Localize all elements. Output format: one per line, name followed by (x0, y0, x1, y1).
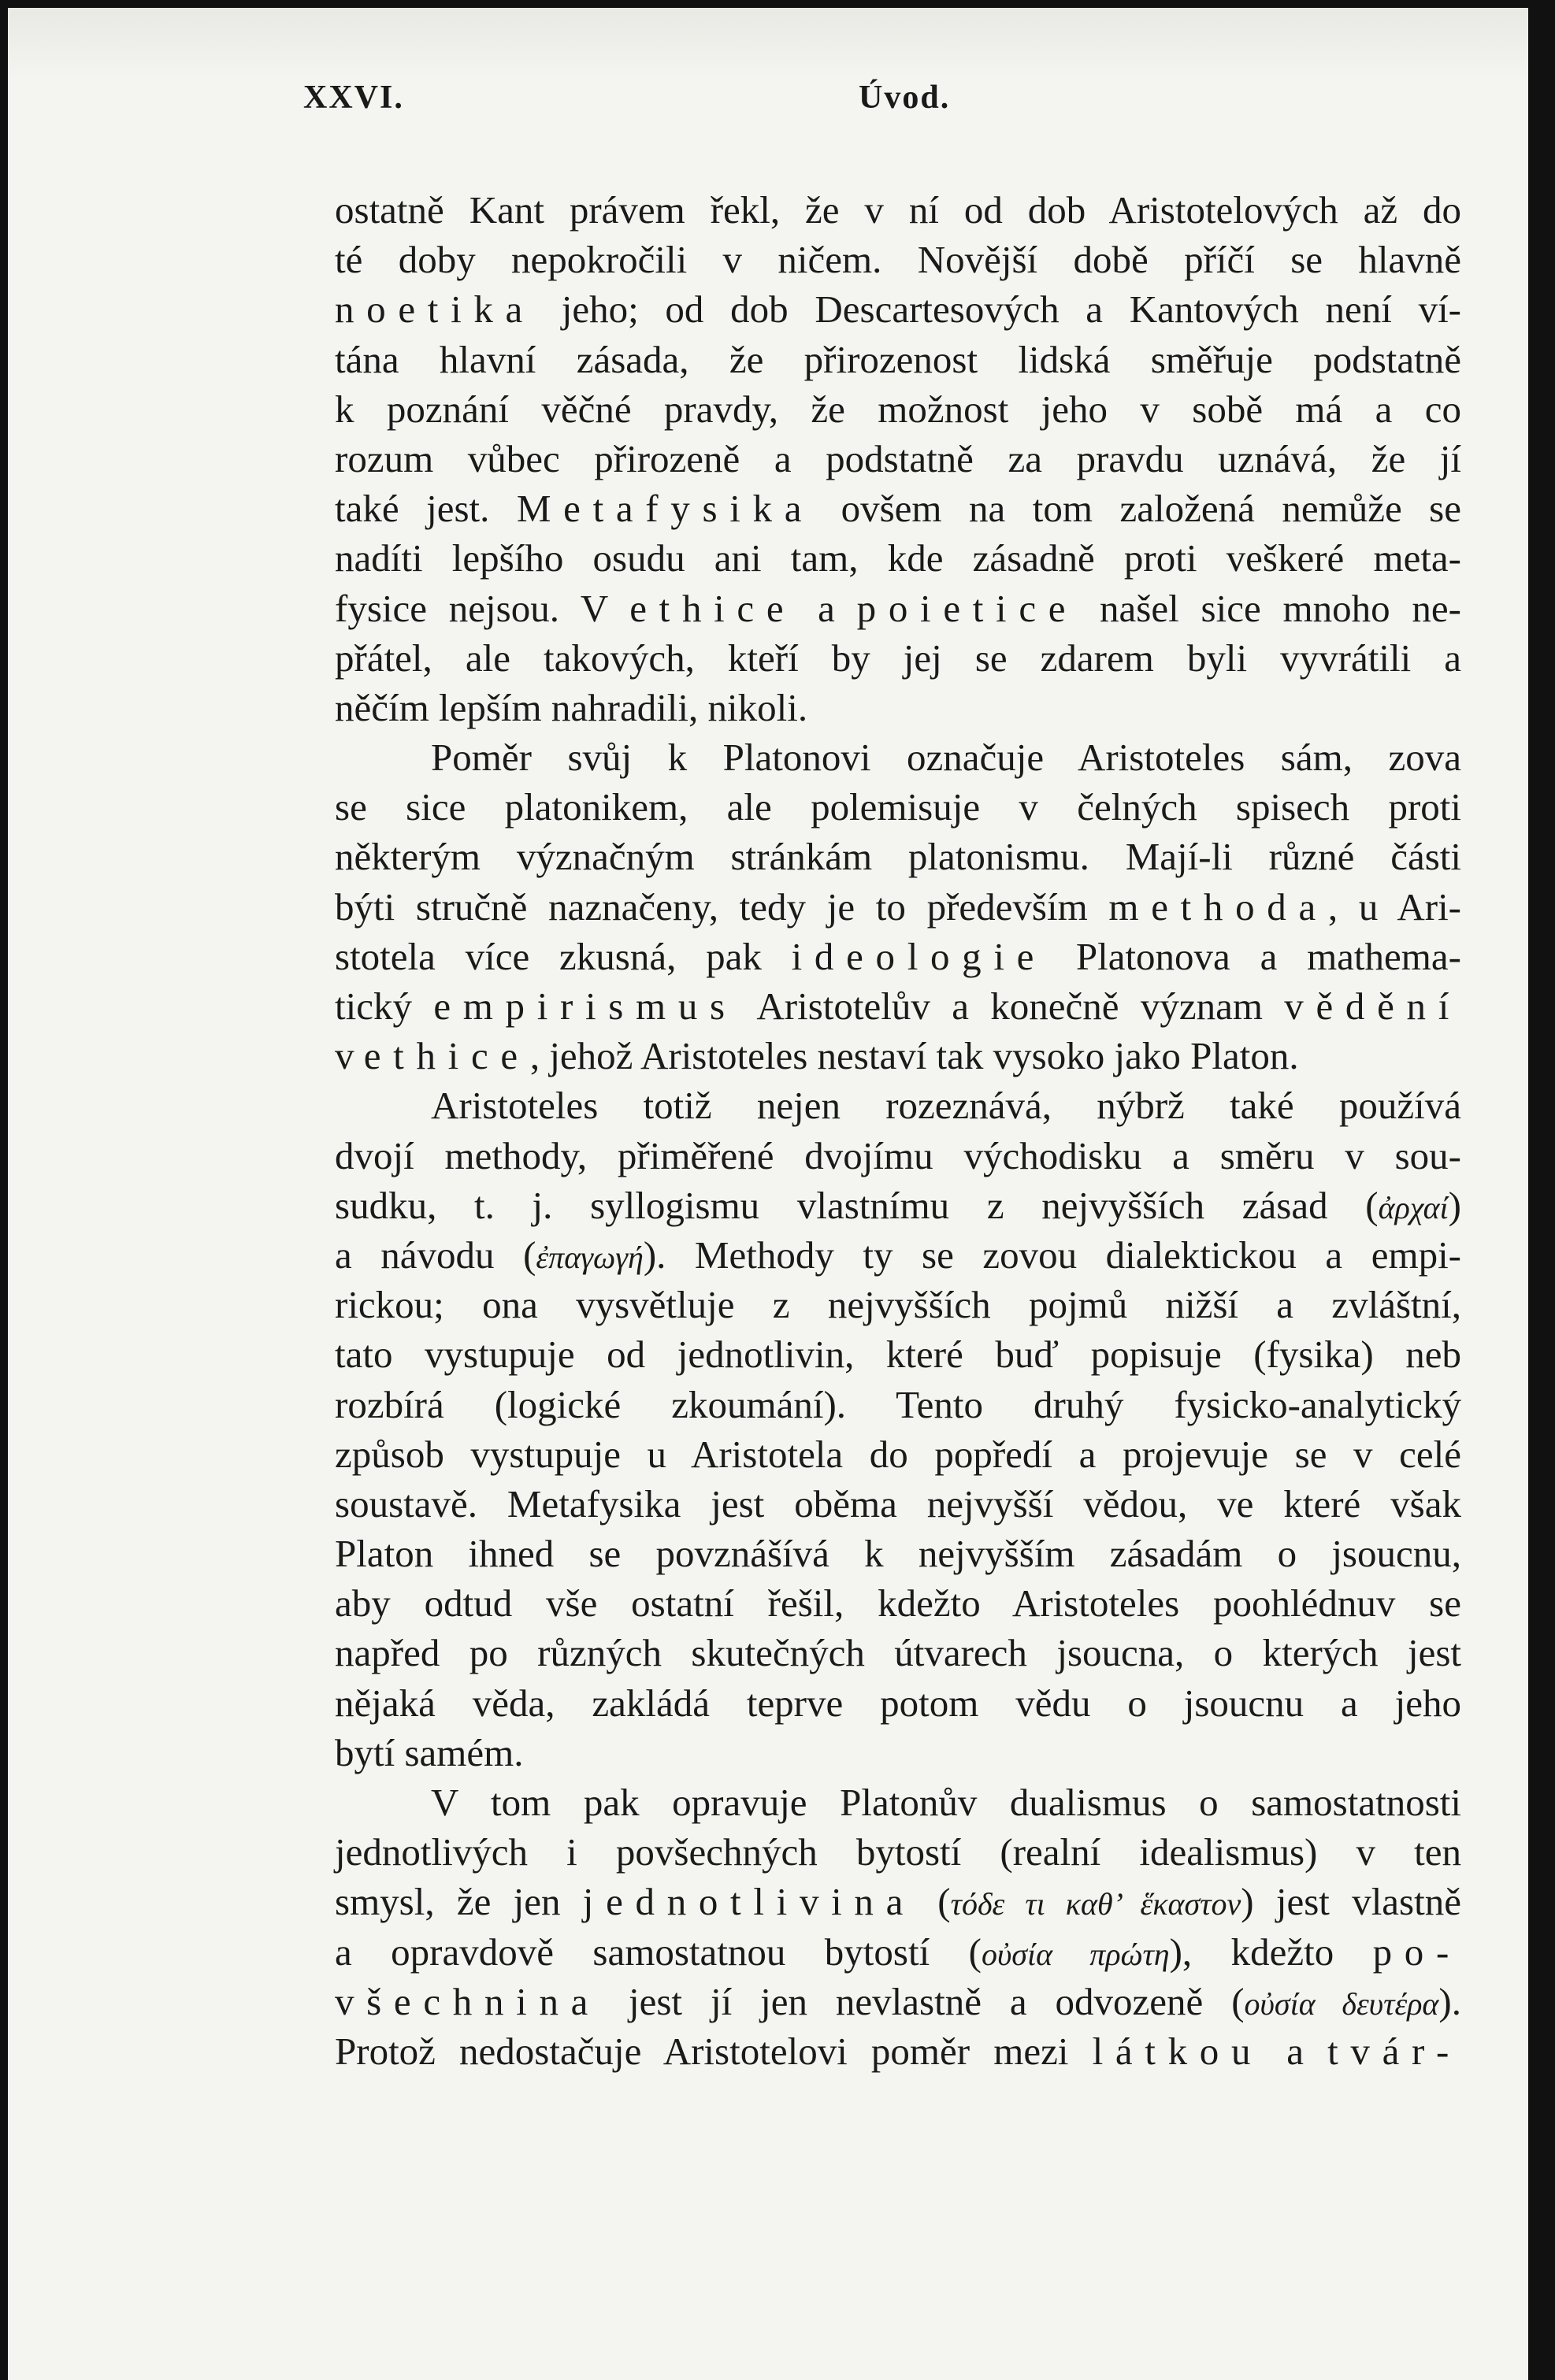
text-line (335, 1479, 1461, 1529)
emphasized-term: vědění (1284, 984, 1461, 1028)
text-run: také jest. (335, 487, 517, 531)
page-number: XXVI. (303, 80, 404, 116)
text-run: k poznání věčné pravdy, že možnost jeho v sobě má a co (335, 387, 1461, 431)
text-line (335, 1628, 1461, 1677)
emphasized-term: empirismus (433, 984, 737, 1028)
text-run: tána hlavní zásada, že přirozenost lidská směřuje podstatně (335, 337, 1461, 381)
text-line (335, 2026, 1461, 2076)
text-run: jeho; od dob Descartesových a Kantových není ví- (535, 287, 1461, 332)
greek-term: τόδε τι καθ’ ἕκαστον (950, 1886, 1241, 1922)
text-line (335, 1977, 1461, 2026)
text-line (335, 1031, 1461, 1081)
text-run: nadíti lepšího osudu ani tam, kde zásadně proti veškeré meta- (335, 536, 1461, 580)
text-run: ostatně Kant právem řekl, že v ní od dob Aristotelových až do (335, 188, 1461, 232)
text-line (335, 1280, 1461, 1329)
text-line (335, 335, 1461, 384)
text-run: soustavě. Metafysika jest oběma nejvyšší vědou, ve které však (335, 1481, 1461, 1525)
emphasized-term: látkou (1092, 2029, 1264, 2073)
text-line (335, 1329, 1461, 1379)
text-line (335, 384, 1461, 434)
text-line (335, 1827, 1461, 1877)
text-line (335, 1678, 1461, 1728)
text-line (335, 1529, 1461, 1578)
text-line (335, 832, 1461, 881)
text-run: Platonova a mathema- (1046, 934, 1461, 978)
emphasized-term: po- (1372, 1930, 1461, 1974)
text-run: rozum vůbec přirozeně a podstatně za pravdu uznává, že jí (335, 436, 1461, 480)
text-run: způsob vystupuje u Aristotela do popředí a projevuje se v celé (335, 1432, 1461, 1476)
text-run: tato vystupuje od jednotlivin, které buď popisuje (fysika) neb (335, 1333, 1461, 1377)
greek-term: ἀρχαί (1378, 1189, 1449, 1225)
text-line (335, 1081, 1461, 1130)
text-line (335, 932, 1461, 981)
emphasized-term: noetika (335, 287, 535, 332)
text-run: Poměr svůj k Platonovi označuje Aristoteles sám, zova (431, 736, 1461, 780)
text-line (335, 484, 1461, 533)
greek-term: οὐσία δευτέρα (1244, 1985, 1439, 2022)
text-run: dvojí methody, přiměřené dvojímu východisku a směru v sou- (335, 1133, 1461, 1177)
text-run: tický (335, 984, 434, 1028)
text-line (335, 533, 1461, 583)
text-run: a (796, 586, 857, 630)
text-run: býti stručně naznačeny, tedy je to především (335, 884, 1109, 929)
text-line (335, 1181, 1461, 1230)
emphasized-term: tvár- (1327, 2029, 1462, 2073)
text-run: rickou; ona vysvětluje z nejvyšších pojmů nižší a zvláštní, (335, 1283, 1461, 1327)
text-line (335, 434, 1461, 484)
text-run: některým význačným stránkám platonismu. Mají-li různé části (335, 835, 1461, 879)
text-run: ) jest vlastně (1241, 1880, 1461, 1924)
emphasized-term: jednotlivina (582, 1880, 916, 1924)
text-line (335, 235, 1461, 284)
emphasized-term: poietice (856, 586, 1078, 630)
text-run: a opravdově samostatnou bytostí ( (335, 1930, 982, 1974)
text-run: Platon ihned se povznášívá k nejvyšším zásadám o jsoucnu, (335, 1532, 1461, 1576)
text-run: Aristoteles totiž nejen rozeznává, nýbrž také používá (431, 1084, 1461, 1128)
text-run: , jehož Aristoteles nestaví tak vysoko jako Platon. (529, 1034, 1299, 1078)
emphasized-term: ideologie (791, 934, 1047, 978)
greek-term: ἐπαγωγή (536, 1239, 644, 1275)
text-run: stotela více zkusná, pak (335, 934, 792, 978)
text-run: a (1263, 2029, 1328, 2073)
text-run: rozbírá (logické zkoumání). Tento druhý fysicko-analytický (335, 1382, 1461, 1426)
emphasized-term: všechnina (335, 1979, 601, 2023)
text-run: , u Ari- (1327, 884, 1461, 929)
text-run: přátel, ale takových, kteří by jej se zdarem byli vyvrátili a (335, 636, 1461, 680)
text-run: jest jí jen nevlastně a odvozeně ( (600, 1979, 1245, 2023)
text-run: smysl, že jen (335, 1880, 583, 1924)
text-line (335, 1877, 1461, 1926)
text-run: aby odtud vše ostatní řešil, kdežto Aristoteles poohlédnuv se (335, 1581, 1461, 1626)
body-text (335, 185, 1461, 2076)
text-line (335, 782, 1461, 832)
text-run: bytí samém. (335, 1730, 524, 1774)
running-header (303, 79, 1468, 126)
text-run: se sice platonikem, ale polemisuje v čelných spisech proti (335, 785, 1461, 829)
greek-term: οὐσία πρώτη (981, 1936, 1170, 1972)
text-run: něčím lepším nahradili, nikoli. (335, 685, 808, 729)
text-line (335, 284, 1461, 334)
text-line (335, 1728, 1461, 1778)
text-run: a návodu ( (335, 1233, 536, 1277)
text-run: napřed po různých skutečných útvarech jsoucna, o kterých jest (335, 1631, 1461, 1675)
text-run: té doby nepokročili v ničem. Novější době příčí se hlavně (335, 238, 1461, 282)
text-line (335, 882, 1461, 932)
text-line (335, 1429, 1461, 1479)
text-line (335, 1380, 1461, 1429)
text-run: ovšem na tom založená nemůže se (814, 487, 1461, 531)
text-line (335, 584, 1461, 633)
text-line (335, 732, 1461, 782)
text-line (335, 1927, 1461, 1977)
emphasized-term: ethice (629, 586, 796, 630)
text-run: jednotlivých i povšechných bytostí (realní idealismus) v ten (335, 1830, 1461, 1874)
text-run: ) (1448, 1183, 1461, 1227)
text-line (335, 1230, 1461, 1280)
text-run: ( (915, 1880, 951, 1924)
text-line (335, 633, 1461, 683)
text-run: našel sice mnoho ne- (1078, 586, 1461, 630)
running-title: Úvod. (859, 80, 951, 116)
text-run: V tom pak opravuje Platonův dualismus o samostatnosti (431, 1781, 1461, 1824)
emphasized-term: ethice (363, 1034, 530, 1078)
text-run: v (335, 1034, 364, 1078)
text-run: ), kdežto (1169, 1930, 1373, 1974)
text-line (335, 1778, 1461, 1827)
text-run: nějaká věda, zakládá teprve potom vědu o jsoucnu a jeho (335, 1681, 1461, 1725)
text-line (335, 683, 1461, 732)
text-run: Protož nedostačuje Aristotelovi poměr mezi (335, 2029, 1093, 2073)
text-run: ). (1438, 1979, 1461, 2023)
text-run: ). Methody ty se zovou dialektickou a empi- (643, 1233, 1462, 1277)
text-line (335, 1131, 1461, 1181)
emphasized-term: methoda (1108, 884, 1328, 929)
text-run: sudku, t. j. syllogismu vlastnímu z nejvyšších zásad ( (335, 1183, 1379, 1227)
text-line (335, 981, 1461, 1031)
text-line (335, 185, 1461, 235)
text-line (335, 1578, 1461, 1628)
text-run: fysice nejsou. V (335, 586, 630, 630)
emphasized-term: Metafysika (516, 487, 815, 531)
text-run: Aristotelův a konečně význam (737, 984, 1285, 1028)
